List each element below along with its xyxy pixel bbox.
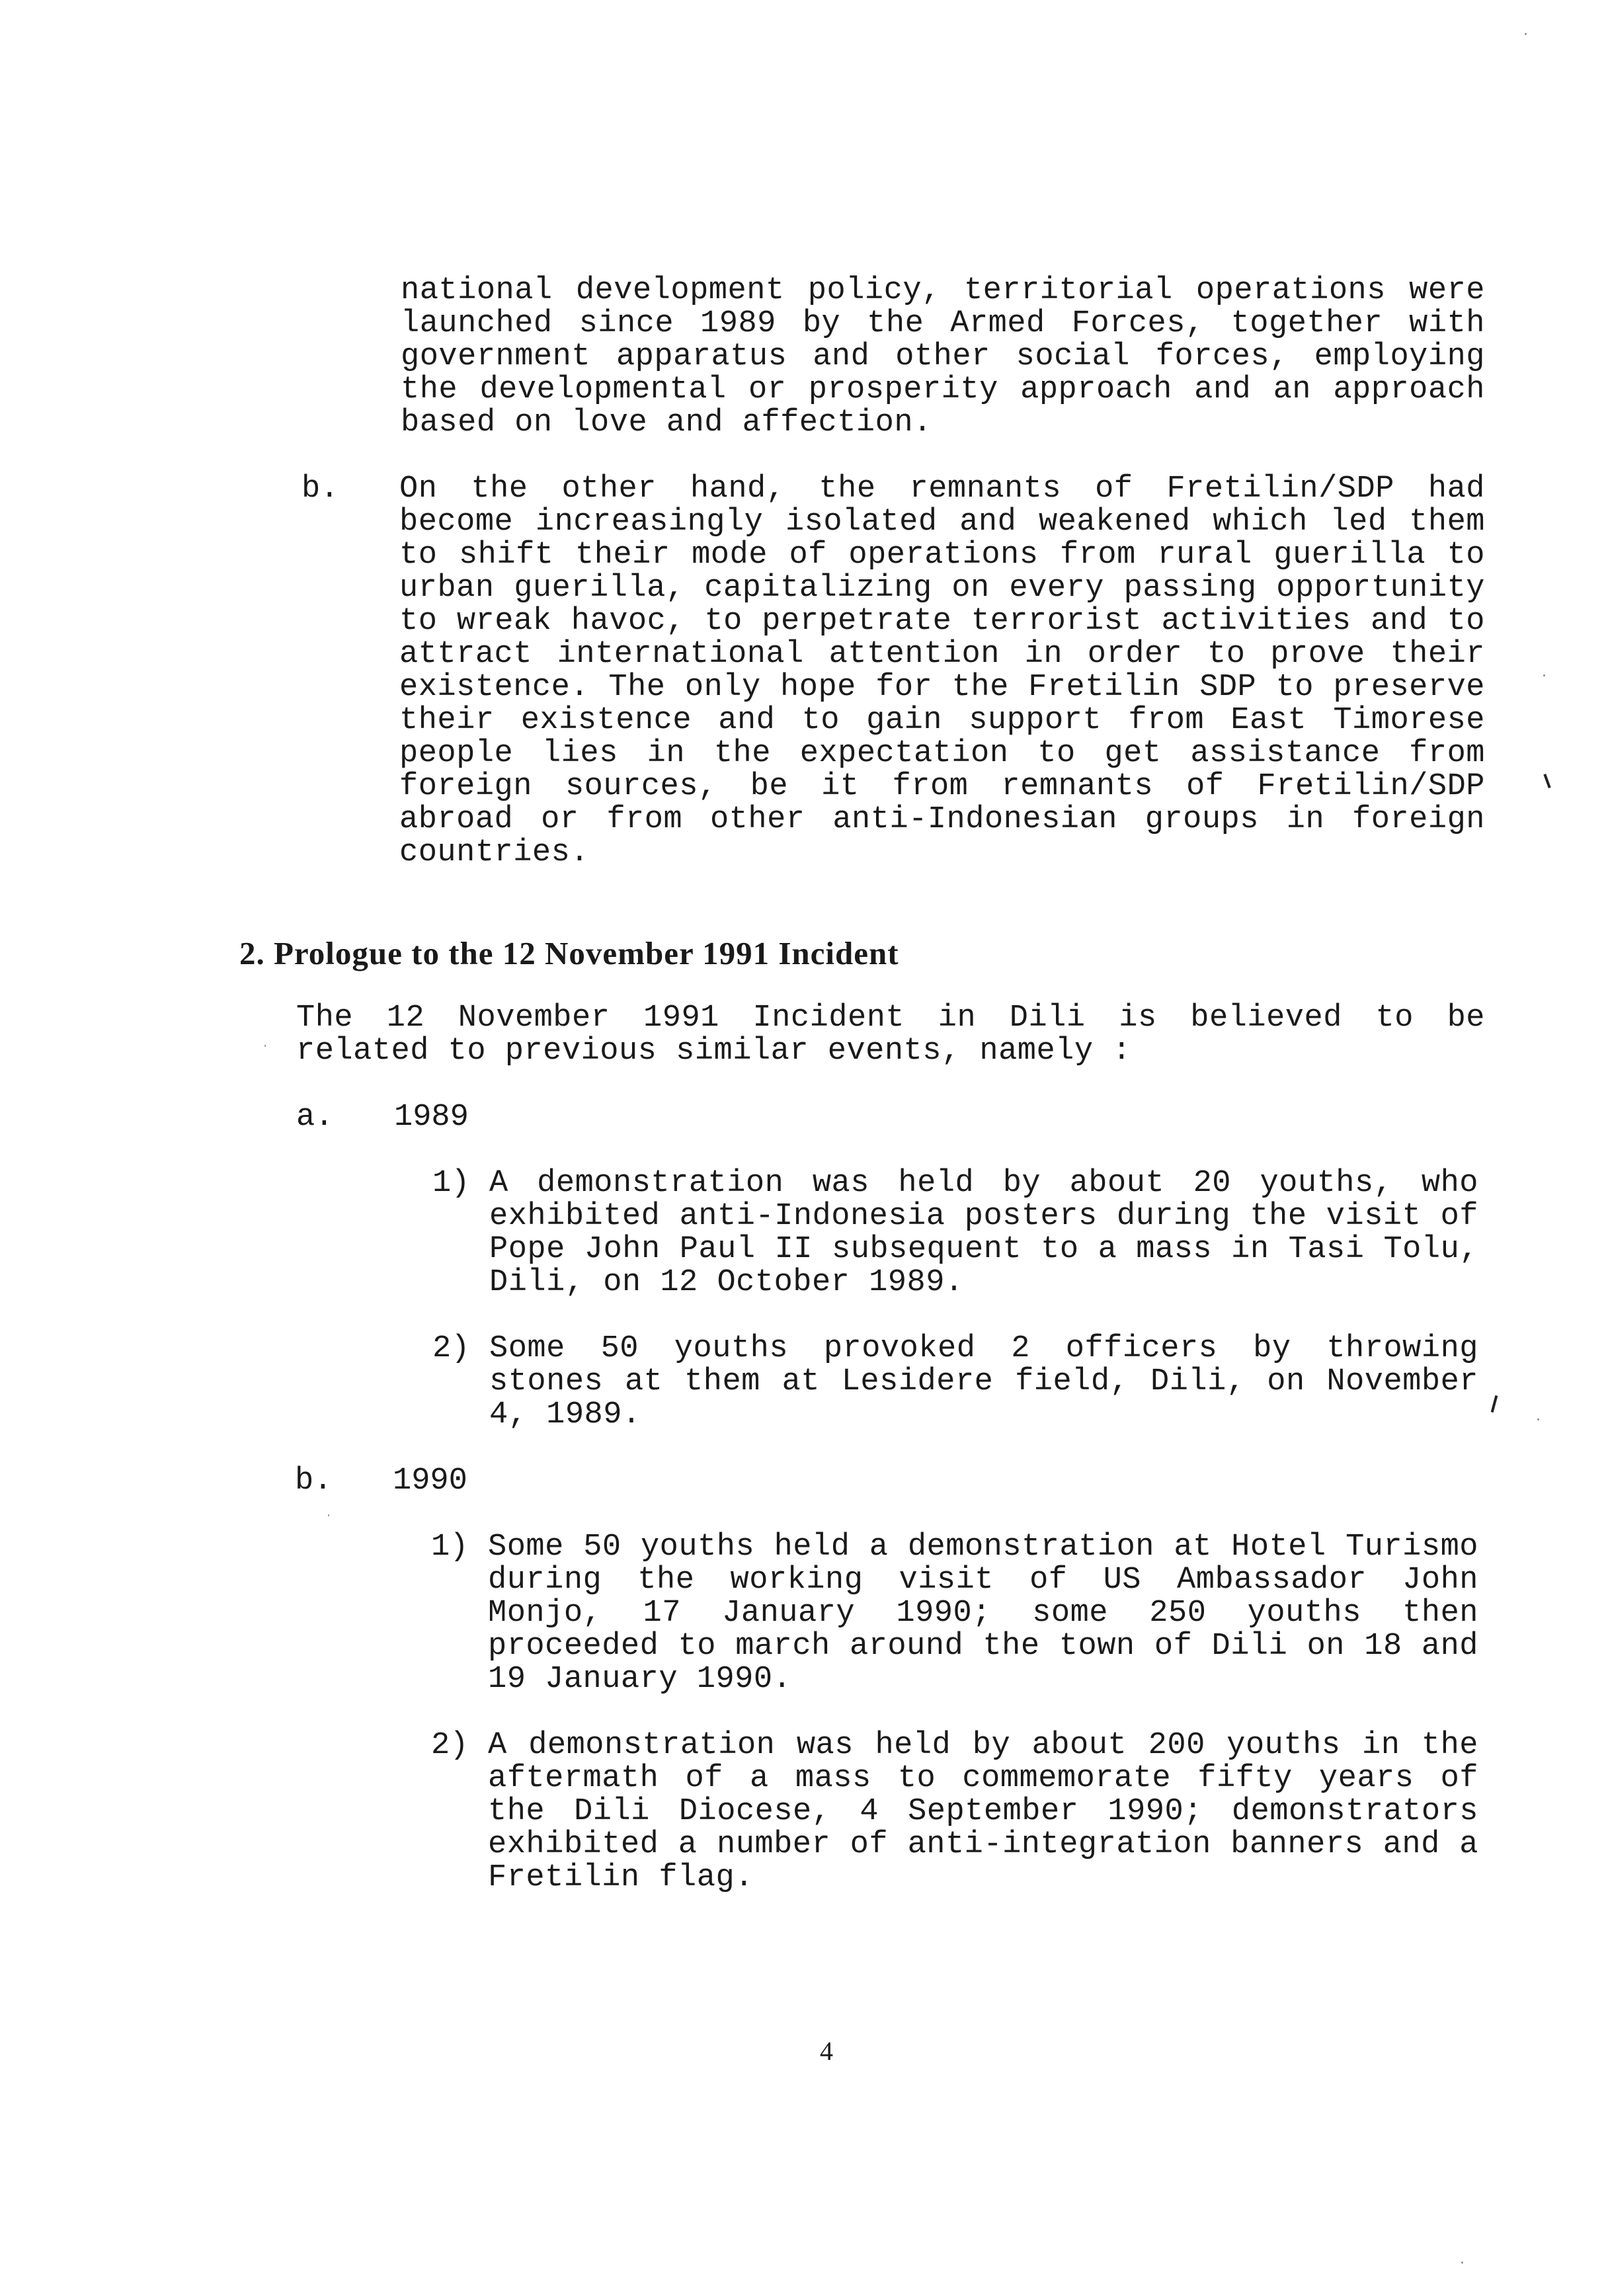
scan-speck	[1525, 33, 1527, 35]
year-a-item-1-text: A demonstration was held by about 20 youths, who exhibited anti-Indonesia posters during the visit of Pope John Paul II subsequent to a mass in Tasi Tolu, Dili, on 12 October 1989.	[489, 1166, 1478, 1300]
year-a-item-2-text: Some 50 youths provoked 2 officers by throwing stones at them at Lesidere field, Dili, on November 4, 1989.	[489, 1331, 1478, 1432]
scan-speck	[1537, 1418, 1539, 1420]
section-2-heading: 2. Prologue to the 12 November 1991 Incident	[239, 935, 899, 971]
year-b-item-2-text: A demonstration was held by about 200 youths in the aftermath of a mass to commemorate fifty years of the Dili Diocese, 4 September 1990; demonstrators exhibited a number of anti-integration banners and a Fretilin flag.	[488, 1728, 1478, 1895]
year-a-label: 1989	[394, 1100, 469, 1135]
scan-speck	[1543, 675, 1545, 676]
scan-speck	[328, 1514, 329, 1516]
year-a-item-2-marker: 2)	[432, 1331, 470, 1366]
year-b-item-2-marker: 2)	[431, 1728, 469, 1763]
item-b-marker: b.	[302, 472, 339, 507]
year-a-marker: a.	[296, 1100, 334, 1135]
scan-speck	[264, 1045, 266, 1047]
page-number: 4	[820, 2036, 833, 2066]
year-b-marker: b.	[295, 1463, 333, 1498]
year-a-item-1-marker: 1)	[432, 1166, 470, 1201]
scan-mark	[1543, 774, 1550, 788]
year-b-item-1-marker: 1)	[431, 1530, 469, 1565]
scan-mark	[1491, 1395, 1498, 1413]
item-b-paragraph: On the other hand, the remnants of Fretilin/SDP had become increasingly isolated and weakened which led them to shift their mode of operations from rural guerilla to urban guerilla, capitalizing on every passing opportunity to wreak havoc, to perpetrate terrorist activities and to attract international attention in order to prove their existence. The only hope for the Fretilin SDP to preserve their existence and to gain support from East Timorese people lies in the expectation to get assistance from foreign sources, be it from remnants of Fretilin/SDP abroad or from other anti-Indonesian groups in foreign countries.	[399, 472, 1485, 870]
intro-paragraph: national development policy, territorial operations were launched since 1989 by the Armed Forces, together with government apparatus and other social forces, employing the developmental or prosperity approach and an approach based on love and affection.	[401, 273, 1485, 440]
scan-speck	[1461, 2262, 1463, 2264]
section-2-intro: The 12 November 1991 Incident in Dili is believed to be related to previous similar events, namely :	[296, 1001, 1485, 1069]
year-b-label: 1990	[393, 1463, 467, 1498]
year-b-item-1-text: Some 50 youths held a demonstration at Hotel Turismo during the working visit of US Ambassador John Monjo, 17 January 1990; some 250 youths then proceeded to march around the town of Dili on 18 and 19 January 1990.	[488, 1530, 1478, 1697]
